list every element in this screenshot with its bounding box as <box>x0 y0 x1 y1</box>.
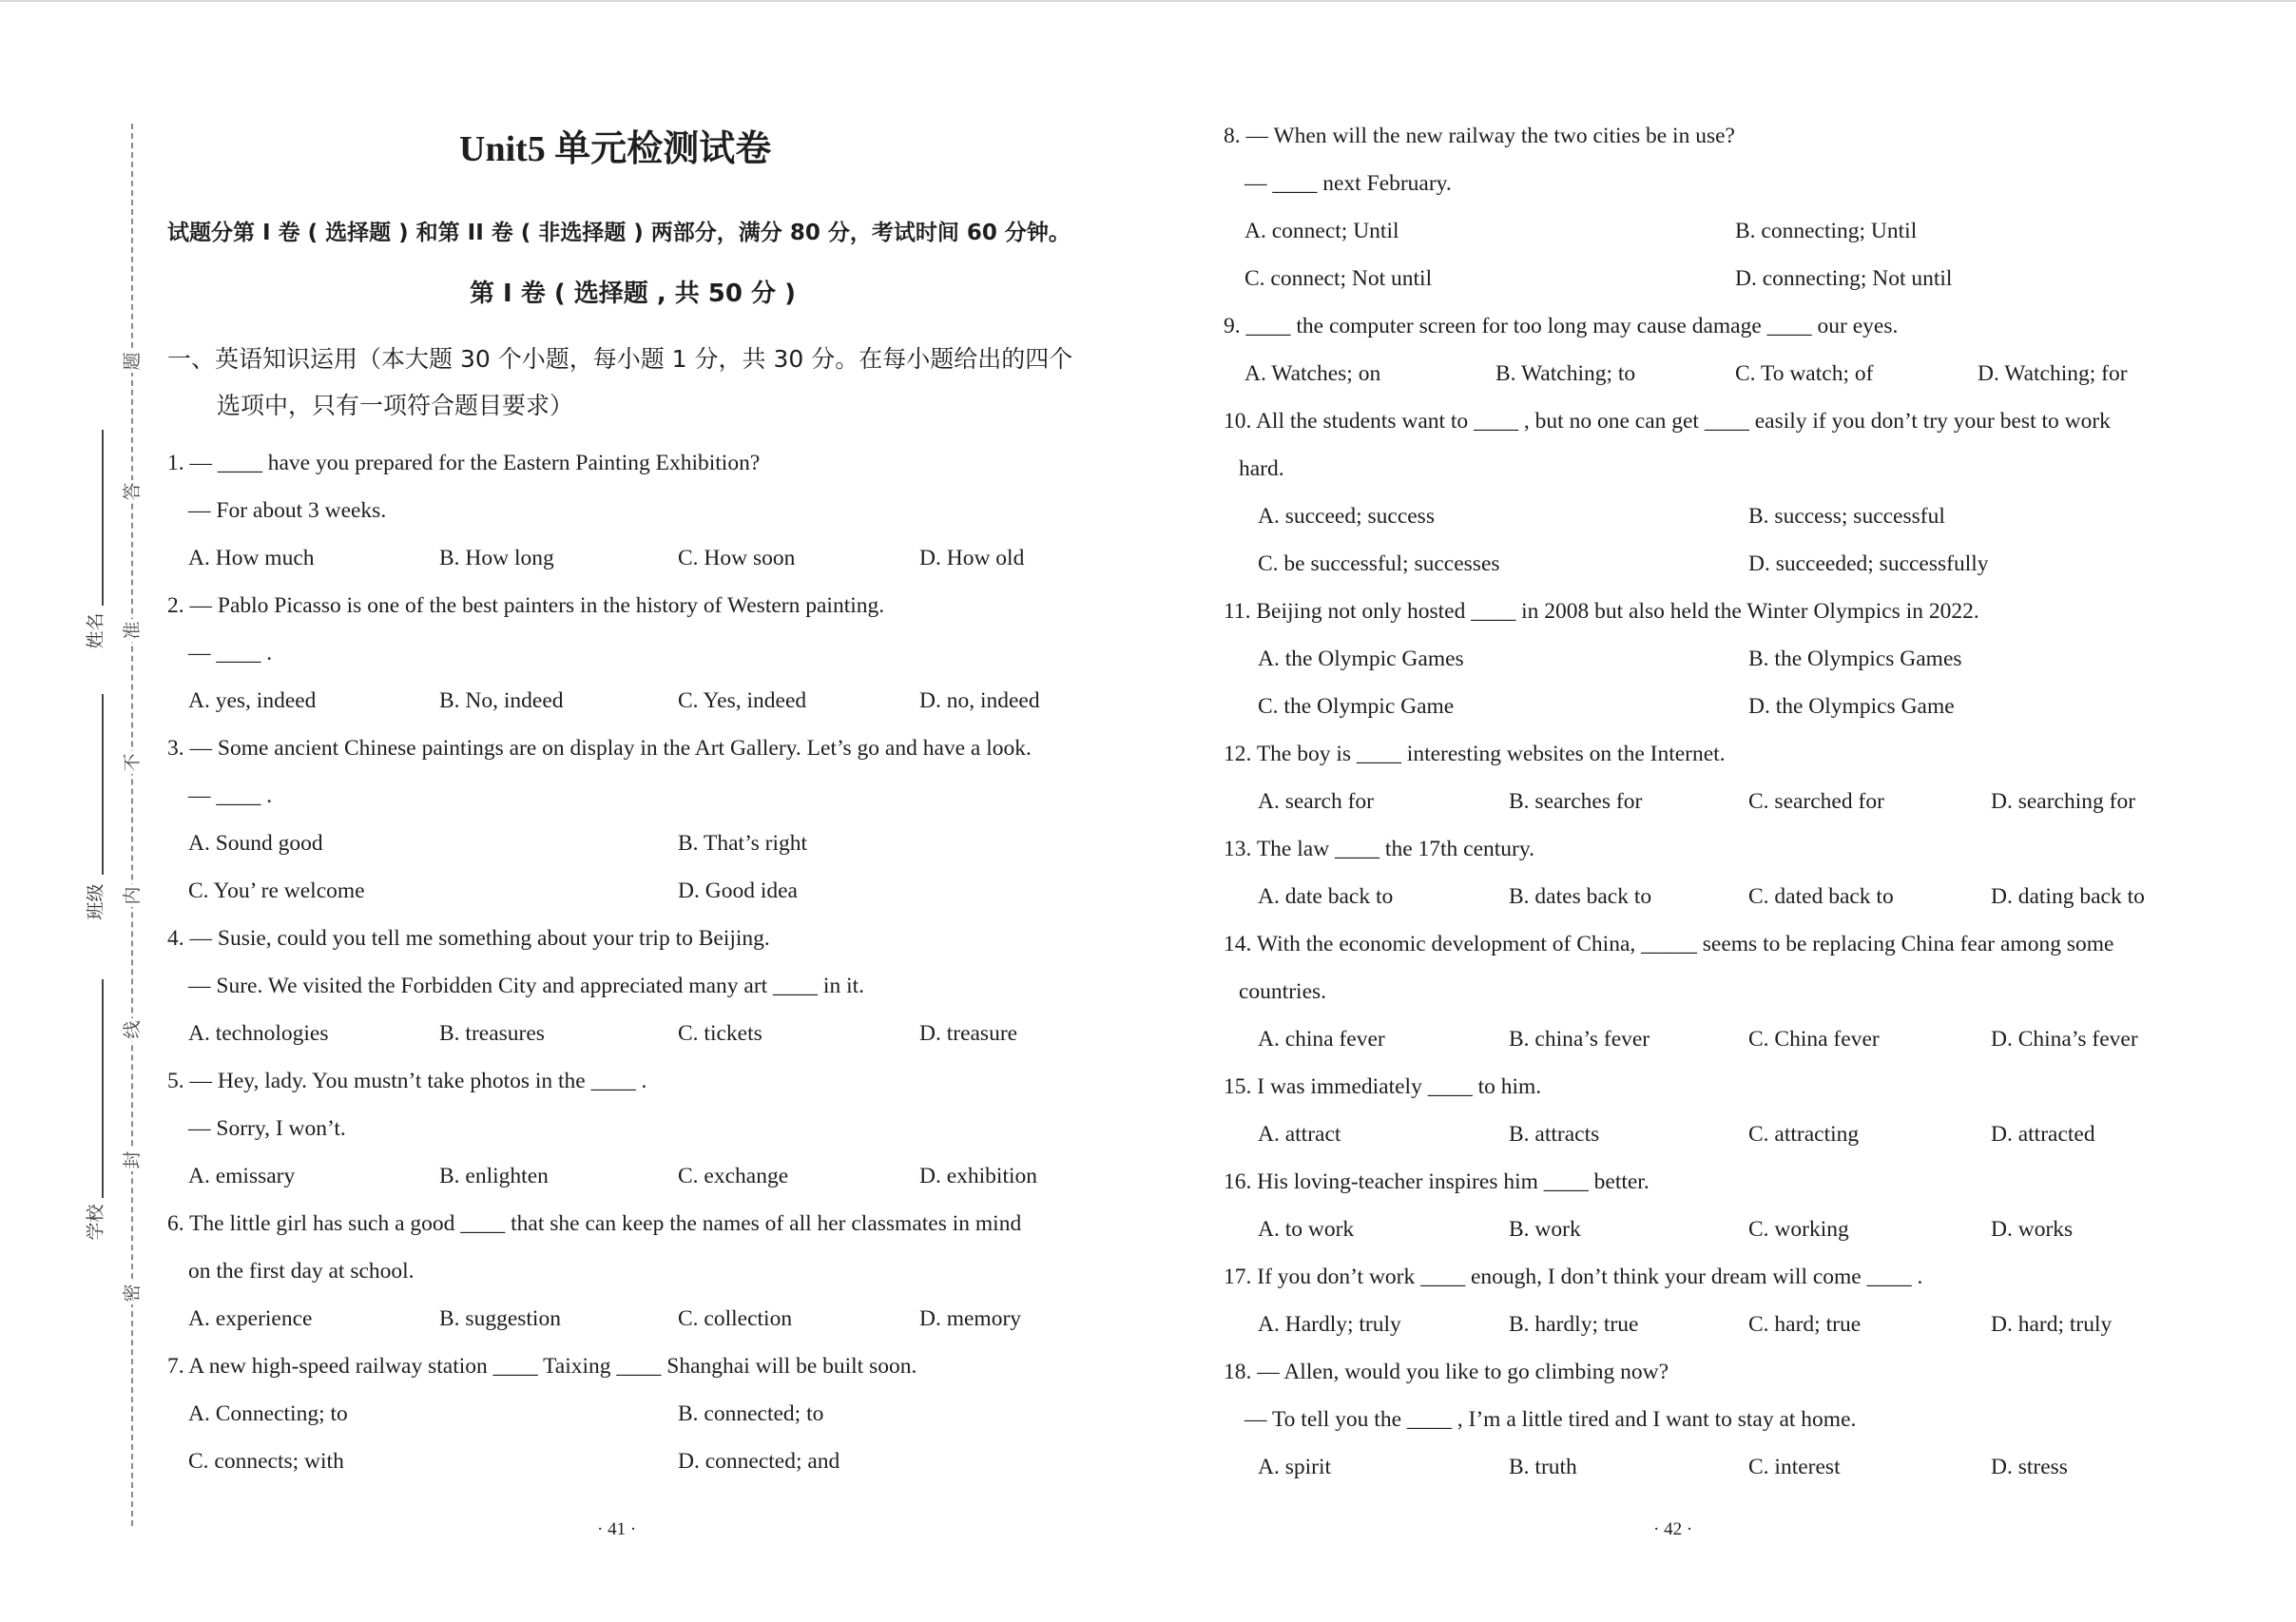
option-b[interactable]: B. success; successful <box>1748 504 1945 529</box>
option-c[interactable]: C. You’ re welcome <box>188 879 365 903</box>
question-stem: 1. — ____ have you prepared for the Eastern Painting Exhibition? <box>167 451 761 475</box>
option-a[interactable]: A. search for <box>1258 789 1375 814</box>
option-d[interactable]: D. succeeded; successfully <box>1748 551 1989 576</box>
option-b[interactable]: B. Watching; to <box>1495 361 1636 386</box>
question-stem-cont: — Sorry, I won’t. <box>188 1116 346 1141</box>
option-c[interactable]: C. tickets <box>678 1021 762 1046</box>
option-c[interactable]: C. exchange <box>678 1164 789 1188</box>
option-row <box>1244 359 2195 388</box>
option-b[interactable]: B. searches for <box>1509 789 1643 814</box>
option-d[interactable]: D. exhibition <box>919 1164 1038 1188</box>
option-a[interactable]: A. experience <box>188 1306 313 1331</box>
name-label: 姓名 <box>85 612 106 649</box>
option-d[interactable]: D. Good idea <box>678 879 798 903</box>
question-stem-cont: hard. <box>1239 456 1284 481</box>
question-stem: 17. If you don’t work ____ enough, I don’t think your dream will come ____ . <box>1224 1265 1923 1289</box>
option-a[interactable]: A. Hardly; truly <box>1258 1312 1401 1337</box>
option-c[interactable]: C. Yes, indeed <box>678 688 807 713</box>
option-c[interactable]: C. China fever <box>1748 1027 1880 1052</box>
option-c[interactable]: C. the Olympic Game <box>1258 694 1455 719</box>
question-stem: 12. The boy is ____ interesting websites on the Internet. <box>1224 742 1726 766</box>
option-d[interactable]: D. Watching; for <box>1978 361 2128 386</box>
option-d[interactable]: D. connected; and <box>678 1449 840 1474</box>
question-stem-cont: — To tell you the ____ , I’m a little tired and I want to stay at home. <box>1244 1407 1857 1432</box>
option-row <box>1258 787 2209 816</box>
option-row <box>1258 882 2209 911</box>
option-b[interactable]: B. the Olympics Games <box>1748 647 1962 671</box>
option-b[interactable]: B. enlighten <box>439 1164 549 1188</box>
option-d[interactable]: D. dating back to <box>1991 884 2145 909</box>
option-b[interactable]: B. work <box>1509 1217 1581 1242</box>
option-b[interactable]: B. dates back to <box>1509 884 1652 909</box>
question-stem-cont: — For about 3 weeks. <box>188 498 387 523</box>
page-number-left: · 41 · <box>597 1519 637 1539</box>
option-row <box>1244 264 2195 293</box>
option-a[interactable]: A. to work <box>1258 1217 1355 1242</box>
option-row <box>1258 645 2209 673</box>
question-stem: 4. — Susie, could you tell me something about your trip to Beijing. <box>167 926 770 951</box>
option-row <box>188 1162 1139 1190</box>
option-a[interactable]: A. emissary <box>188 1164 296 1188</box>
option-b[interactable]: B. No, indeed <box>439 688 564 713</box>
question-stem: 15. I was immediately ____ to him. <box>1224 1074 1542 1099</box>
question-stem-cont: countries. <box>1239 979 1327 1004</box>
question-stem: 11. Beijing not only hosted ____ in 2008 but also held the Winter Olympics in 2022. <box>1224 599 1979 624</box>
option-c[interactable]: C. interest <box>1748 1455 1841 1479</box>
option-d[interactable]: D. stress <box>1991 1455 2068 1479</box>
page-title <box>459 119 771 171</box>
question-stem: 7. A new high-speed railway station ____ Taixing ____ Shanghai will be built soon. <box>167 1354 917 1379</box>
option-b[interactable]: B. How long <box>439 546 554 570</box>
question-stem-cont: — Sure. We visited the Forbidden City and appreciated many art ____ in it. <box>188 974 865 998</box>
option-c[interactable]: C. hard; true <box>1748 1312 1862 1337</box>
page-number-right: · 42 · <box>1653 1519 1693 1539</box>
option-a[interactable]: A. date back to <box>1258 884 1394 909</box>
option-row <box>1258 692 2209 721</box>
question-stem-cont: on the first day at school. <box>188 1259 415 1284</box>
part-heading-cont: 选项中，只有一项符合题目要求） <box>217 392 574 419</box>
option-d[interactable]: D. treasure <box>919 1021 1018 1046</box>
class-label: 班级 <box>85 883 106 920</box>
option-c[interactable]: C. collection <box>678 1306 793 1331</box>
option-d[interactable]: D. China’s fever <box>1991 1027 2138 1052</box>
option-row <box>1244 217 2195 245</box>
option-d[interactable]: D. no, indeed <box>919 688 1040 713</box>
option-a[interactable]: A. spirit <box>1258 1455 1332 1479</box>
option-b[interactable]: B. That’s right <box>678 831 807 856</box>
option-d[interactable]: D. hard; truly <box>1991 1312 2113 1337</box>
option-a[interactable]: A. attract <box>1258 1122 1341 1147</box>
option-row <box>1258 502 2209 531</box>
question-stem: 16. His loving-teacher inspires him ____ better. <box>1224 1169 1650 1194</box>
option-row <box>188 544 1139 572</box>
option-row <box>188 1400 1139 1428</box>
question-stem: 10. All the students want to ____ , but no one can get ____ easily if you don’t try your best to work <box>1224 409 2111 434</box>
option-c[interactable]: C. attracting <box>1748 1122 1860 1147</box>
option-c[interactable]: C. dated back to <box>1748 884 1894 909</box>
option-d[interactable]: D. searching for <box>1991 789 2136 814</box>
seal-char: 线 <box>118 1018 145 1041</box>
option-row <box>1258 1310 2209 1339</box>
option-c[interactable]: C. connects; with <box>188 1449 344 1474</box>
option-row <box>1258 1215 2209 1244</box>
question-stem-cont: — ____ next February. <box>1244 171 1452 196</box>
option-row <box>1258 550 2209 578</box>
question-stem: 8. — When will the new railway the two cities be in use? <box>1224 124 1735 148</box>
option-row <box>1258 1120 2209 1149</box>
option-a[interactable]: A. How much <box>188 546 315 570</box>
option-row <box>1258 1025 2209 1053</box>
option-c[interactable]: C. To watch; of <box>1735 361 1874 386</box>
option-d[interactable]: D. the Olympics Game <box>1748 694 1955 719</box>
option-d[interactable]: D. attracted <box>1991 1122 2095 1147</box>
option-c[interactable]: C. connect; Not until <box>1244 266 1433 291</box>
option-c[interactable]: C. be successful; successes <box>1258 551 1500 576</box>
question-stem: 9. ____ the computer screen for too long may cause damage ____ our eyes. <box>1224 314 1899 338</box>
option-d[interactable]: D. memory <box>919 1306 1022 1331</box>
option-a[interactable]: A. succeed; success <box>1258 504 1435 529</box>
option-d[interactable]: D. works <box>1991 1217 2074 1242</box>
question-stem: 2. — Pablo Picasso is one of the best painters in the history of Western painting. <box>167 593 885 618</box>
option-b[interactable]: B. suggestion <box>439 1306 561 1331</box>
option-b[interactable]: B. connected; to <box>678 1401 824 1426</box>
seal-char: 内 <box>118 884 145 907</box>
option-d[interactable]: D. How old <box>919 546 1025 570</box>
option-b[interactable]: B. attracts <box>1509 1122 1600 1147</box>
option-b[interactable]: B. truth <box>1509 1455 1577 1479</box>
option-row <box>1258 1453 2209 1481</box>
seal-char: 不 <box>118 751 145 774</box>
seal-char: 准 <box>118 619 145 642</box>
option-a[interactable]: A. Sound good <box>188 831 323 856</box>
question-stem: 3. — Some ancient Chinese paintings are on display in the Art Gallery. Let’s go and have a look. <box>167 736 1032 761</box>
question-stem-cont: — ____ . <box>188 783 273 808</box>
seal-char: 题 <box>118 350 145 373</box>
section-heading: 第 I 卷 ( 选择题 , 共 50 分 ) <box>470 280 796 308</box>
part-heading: 一、英语知识运用（本大题 30 个小题，每小题 1 分，共 30 分。在每小题给出的四个 <box>167 345 1073 373</box>
school-label: 学校 <box>85 1204 106 1241</box>
question-stem: 18. — Allen, would you like to go climbing now? <box>1224 1360 1669 1384</box>
option-row <box>188 877 1139 905</box>
question-stem: 14. With the economic development of China, _____ seems to be replacing China fear among some <box>1224 932 2114 956</box>
question-stem: 5. — Hey, lady. You mustn’t take photos in the ____ . <box>167 1069 647 1093</box>
question-stem: 13. The law ____ the 17th century. <box>1224 837 1534 861</box>
option-b[interactable]: B. connecting; Until <box>1735 219 1918 243</box>
option-row <box>188 686 1139 715</box>
option-c[interactable]: C. searched for <box>1748 789 1884 814</box>
option-row <box>188 1304 1139 1333</box>
page-right <box>1148 0 2296 1622</box>
option-row <box>188 829 1139 858</box>
option-a[interactable]: A. connect; Until <box>1244 219 1399 243</box>
option-a[interactable]: A. Watches; on <box>1244 361 1381 386</box>
seal-char: 封 <box>118 1149 145 1171</box>
option-a[interactable]: A. china fever <box>1258 1027 1385 1052</box>
option-a[interactable]: A. Connecting; to <box>188 1401 348 1426</box>
option-row <box>188 1447 1139 1476</box>
question-stem: 6. The little girl has such a good ____ that she can keep the names of all her classmates in mind <box>167 1211 1022 1236</box>
option-a[interactable]: A. technologies <box>188 1021 329 1046</box>
option-b[interactable]: B. hardly; true <box>1509 1312 1639 1337</box>
option-a[interactable]: A. the Olympic Games <box>1258 647 1464 671</box>
option-c[interactable]: C. working <box>1748 1217 1849 1242</box>
title-text: Unit5 单元检测试卷 <box>459 129 772 169</box>
seal-char: 答 <box>118 480 145 503</box>
option-a[interactable]: A. yes, indeed <box>188 688 317 713</box>
seal-char: 密 <box>118 1282 145 1304</box>
option-c[interactable]: C. How soon <box>678 546 796 570</box>
option-b[interactable]: B. china’s fever <box>1509 1027 1650 1052</box>
exam-intro: 试题分第 I 卷 ( 选择题 ) 和第 II 卷 ( 非选择题 ) 两部分，满分 80 分，考试时间 60 分钟。 <box>167 221 1071 245</box>
question-stem-cont: — ____ . <box>188 641 273 666</box>
option-d[interactable]: D. connecting; Not until <box>1735 266 1953 291</box>
option-row <box>188 1019 1139 1048</box>
option-b[interactable]: B. treasures <box>439 1021 545 1046</box>
